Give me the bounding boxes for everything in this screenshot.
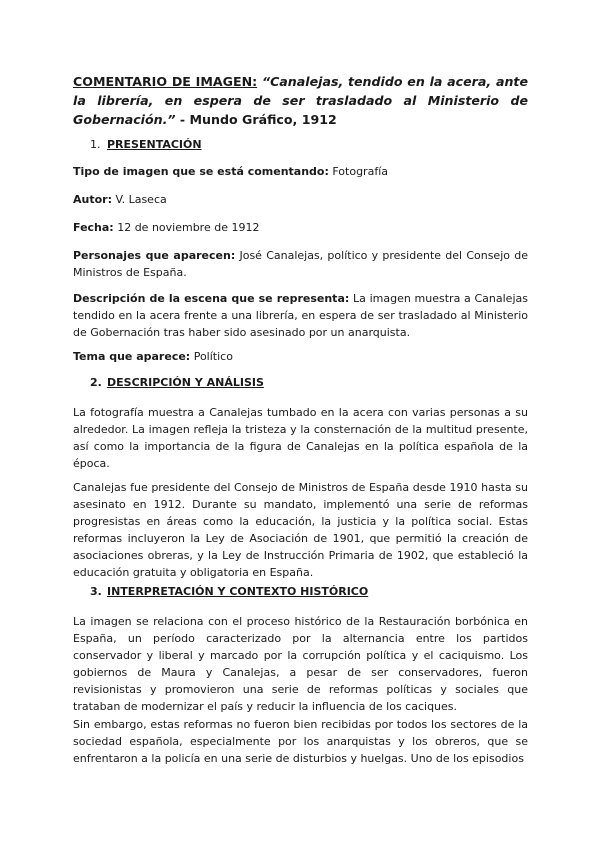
paragraph: La fotografía muestra a Canalejas tumbado en la acera con varias personas a su alrededor. La imagen refleja la tristeza y la consternación de la multitud presente, así como la importancia de la figura de Canalejas en la política española de la época. [73,406,528,470]
paragraph: Canalejas fue presidente del Consejo de Ministros de España desde 1910 hasta su asesinato en 1912. Durante su mandato, implementó una serie de reformas progresistas en áreas como la educación, la justicia y la política social. Estas reformas incluyeron la Ley de Asociación de 1901, que permitió la creación de asociaciones obreras, y la Ley de Instrucción Primaria de 1902, que estableció la educación gratuita y obligatoria en España. [73,481,528,579]
field-tipo: Tipo de imagen que se está comentando: Fotografía [73,165,388,178]
field-fecha: Fecha: 12 de noviembre de 1912 [73,221,260,234]
title-label: COMENTARIO DE IMAGEN: [73,74,258,89]
field-descripcion: Descripción de la escena que se representa: La imagen muestra a Canalejas tendido en la acera frente a una librería, en espera de ser trasladado al Ministerio de Gobernación tras haber sido asesinado por un anarquista. [73,292,528,339]
section-heading-interpretacion: 3. INTERPRETACIÓN Y CONTEXTO HISTÓRICO [90,585,369,598]
paragraph: La imagen se relaciona con el proceso histórico de la Restauración borbónica en España, un período caracterizado por la alternancia entre los partidos conservador y liberal y marcado por la corrupción política y el caciquismo. Los gobiernos de Maura y Canalejas, a pesar de ser conservadores, fueron revisionistas y promovieron una serie de reformas políticas y sociales que trataban de modernizar el país y reducir la influencia de los caciques. [73,615,528,713]
section-heading-presentacion: 1. PRESENTACIÓN [90,138,202,151]
field-tema: Tema que aparece: Político [73,350,233,363]
paragraph: Sin embargo, estas reformas no fueron bien recibidas por todos los sectores de la sociedad española, especialmente por los anarquistas y los obreros, que se enfrentaron a la policía en una serie de disturbios y huelgas. Uno de los episodios [73,718,528,765]
title-source: - Mundo Gráfico, 1912 [179,112,337,127]
field-autor: Autor: V. Laseca [73,193,167,206]
document-title [73,72,528,129]
field-personajes: Personajes que aparecen: José Canalejas, político y presidente del Consejo de Ministros de España. [73,249,528,279]
title-quote: “Canalejas, tendido en la acera, ante la librería, en espera de ser trasladado al Ministerio de Gobernación.” [73,74,528,127]
section-heading-descripcion: 2. DESCRIPCIÓN Y ANÁLISIS [90,376,264,389]
